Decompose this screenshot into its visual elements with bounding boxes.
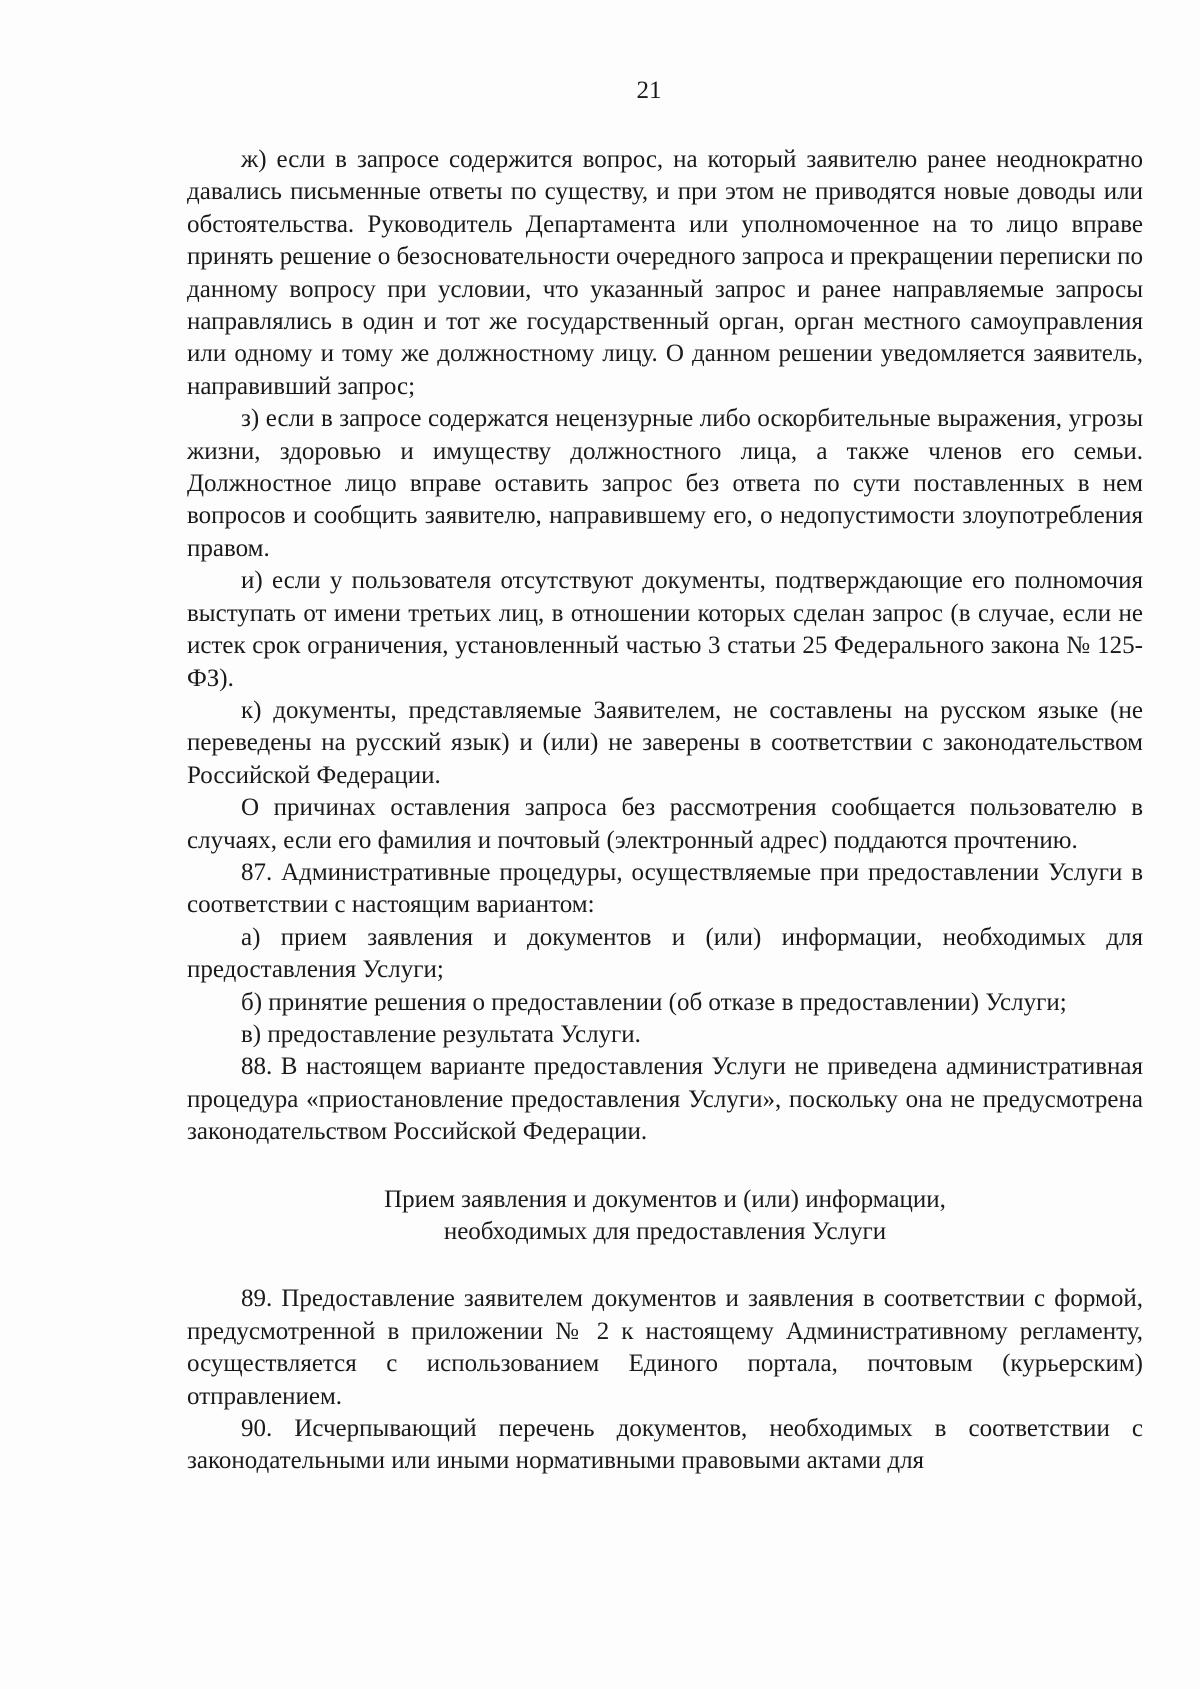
paragraph-87-a: а) прием заявления и документов и (или) информации, необходимых для предоставления Услуги;: [187, 923, 1143, 984]
paragraph-z: з) если в запросе содержатся нецензурные либо оскорбительные выражения, угрозы жизни, здоровью и имуществу должностного лица, а также членов его семьи. Должностное лицо вправе оставить запрос без ответа по сути поставленных в нем вопросов и сообщить заявителю, направившему его, о недопустимости злоупотребления правом.: [187, 405, 1143, 562]
paragraph-i: и) если у пользователя отсутствуют документы, подтверждающие его полномочия выступать от имени третьих лиц, в отношении которых сделан запрос (в случае, если не истек срок ограничения, установленный частью 3 статьи 25 Федерального закона № 125-ФЗ).: [187, 567, 1143, 692]
paragraph-88: 88. В настоящем варианте предоставления Услуги не приведена административная процедура «приостановление предоставления Услуги», поскольку она не предусмотрена законодательством Российской Федерации.: [187, 1053, 1143, 1146]
paragraph-87: 87. Административные процедуры, осуществляемые при предоставлении Услуги в соответствии с настоящим вариантом:: [187, 858, 1143, 919]
page-number: 21: [636, 77, 662, 104]
section-heading-line-1: Прием заявления и документов и (или) информации,: [384, 1185, 946, 1213]
paragraph-reasons: О причинах оставления запроса без рассмотрения сообщается пользователю в случаях, если его фамилия и почтовый (электронный адрес) поддаются прочтению.: [187, 794, 1143, 854]
paragraph-90: 90. Исчерпывающий перечень документов, необходимых в соответствии с законодательными или иными нормативными правовыми актами для: [187, 1415, 1143, 1475]
section-heading-text: [187, 1184, 1143, 1249]
paragraph-zh: ж) если в запросе содержится вопрос, на который заявителю ранее неоднократно давались письменные ответы по существу, и при этом не приводятся новые доводы или обстоятельства. Руководитель Департамента или уполномоченное на то лицо вправе принять решение о безосновательности очередного запроса и прекращении переписки по данному вопросу при условии, что указанный запрос и ранее направляемые запросы направлялись в один и тот же государственный орган, орган местного самоуправления или одному и тому же должностному лицу. О данном решении уведомляется заявитель, направивший запрос;: [187, 146, 1143, 400]
section-heading-line-2: необходимых для предоставления Услуги: [443, 1218, 887, 1245]
paragraph-k: к) документы, представляемые Заявителем, не составлены на русском языке (не переведены на русский язык) и (или) не заверены в соответствии с законодательством Российской Федерации.: [187, 696, 1143, 789]
section-heading: [187, 1184, 1143, 1249]
paragraph-87-b: б) принятие решения о предоставлении (об отказе в предоставлении) Услуги;: [241, 988, 1067, 1016]
document-body: [187, 144, 1143, 1478]
paragraph-89: 89. Предоставление заявителем документов и заявления в соответствии с формой, предусмотренной в приложении № 2 к настоящему Административному регламенту, осуществляется с использованием Единого портала, почтовым (курьерским) отправлением.: [187, 1285, 1143, 1410]
paragraph-87-v: в) предоставление результата Услуги.: [241, 1020, 641, 1048]
